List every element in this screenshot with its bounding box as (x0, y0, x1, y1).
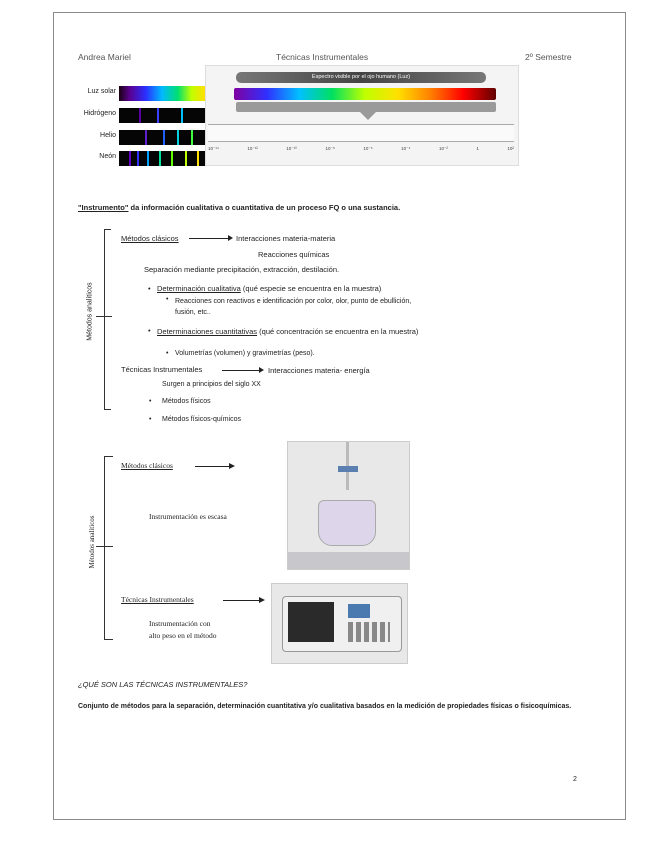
diagram-tick: 10⁻¹⁰ (286, 146, 297, 151)
em-spectrum-diagram (205, 65, 519, 166)
section1-tecnicas: Técnicas Instrumentales (121, 365, 203, 374)
bullet-icon: • (166, 350, 169, 357)
section2-bracket-tick (96, 546, 113, 547)
page-number: 2 (573, 776, 577, 783)
diagram-region-row (208, 124, 514, 142)
bullet-icon: • (166, 296, 169, 303)
section1-bracket (104, 229, 111, 410)
spectrum-label-helium: Helio (100, 132, 116, 139)
bullet-icon: • (149, 416, 152, 423)
section1-surgen: Surgen a principios del siglo XX (162, 381, 261, 388)
diagram-tick: 10⁻⁴ (401, 146, 411, 151)
diagram-tick: 10⁻² (438, 146, 448, 151)
arrow-line (222, 370, 262, 371)
definition-text: da información cualitativa o cuantitativa de un proceso FQ o una sustancia. (128, 203, 401, 212)
section1-clasicos-arrow-text: Interacciones materia-materia (236, 234, 336, 243)
arrow-head-icon (228, 235, 233, 241)
diagram-title: Espectro visible por el ojo humano (Luz) (236, 72, 486, 83)
arrow-head-icon (259, 597, 265, 603)
diagram-color-band (234, 88, 496, 100)
diagram-tick: 10⁻⁸ (325, 146, 335, 151)
header-semester: 2º Semestre (525, 52, 572, 62)
det-cual-underlined: Determinación cualitativa (157, 284, 241, 293)
arrow-line (195, 466, 231, 467)
section1-bracket-tick (96, 316, 112, 317)
section1-det-cual (157, 284, 381, 293)
diagram-tick: 10⁻¹² (247, 146, 258, 151)
arrow-head-icon (259, 367, 264, 373)
section2-tecnicas: Técnicas Instrumentales (121, 595, 194, 604)
header-author: Andrea Mariel (78, 52, 131, 62)
arrow-head-icon (229, 463, 235, 469)
section1-tecnicas-arrow-text: Interacciones materia- energía (268, 366, 370, 375)
question-heading: ¿QUÉ SON LAS TÉCNICAS INSTRUMENTALES? (78, 680, 248, 689)
diagram-tick: 10⁻⁶ (363, 146, 373, 151)
bullet-icon: • (148, 284, 151, 293)
section1-fisicos: Métodos físicos (162, 398, 211, 405)
diagram-ticks-row (208, 146, 514, 160)
section1-clasicos: Métodos clásicos (121, 234, 179, 243)
section1-side-label: Métodos analíticos (86, 282, 94, 341)
answer-paragraph: Conjunto de métodos para la separación, determinación cuantitativa y/o cualitativa basados en la medición de propiedades físicas o fisicoquímicas. (78, 703, 572, 710)
bullet-icon: • (148, 326, 151, 335)
definition-term: "Instrumento" (78, 203, 129, 212)
diagram-pointer (358, 110, 378, 120)
det-cual-rest: (qué especie se encuentra en la muestra) (240, 284, 382, 293)
section1-det-cuant (157, 326, 425, 337)
diagram-tick: 10⁻¹⁴ (208, 146, 219, 151)
bullet-icon: • (149, 398, 152, 405)
section2-escasa: Instrumentación es escasa (149, 512, 227, 521)
spectrum-label-sun: Luz solar (87, 88, 116, 95)
spectrophotometer-photo (271, 583, 408, 664)
header-title: Técnicas Instrumentales (276, 52, 369, 62)
section2-side-label: Métodos analíticos (88, 515, 96, 569)
section1-fisquim: Métodos físicos-químicos (162, 416, 241, 423)
diagram-tick: 1 (476, 146, 479, 151)
section1-det-cual-sub: Reacciones con reactivos e identificación por color, olor, punto de ebullición, fusión, etc.. (175, 298, 412, 316)
det-cuant-rest: (qué concentración se encuentra en la muestra) (257, 327, 419, 336)
section1-separacion: Separación mediante precipitación, extracción, destilación. (144, 265, 340, 274)
arrow-line (189, 238, 231, 239)
section2-bracket (104, 456, 113, 640)
spectrum-label-hydrogen: Hidrógeno (83, 110, 116, 117)
spectrum-label-neon: Neón (99, 153, 116, 160)
definition-line (78, 203, 400, 212)
det-cuant-underlined: Determinaciones cuantitativas (157, 327, 258, 336)
titration-flask-photo (287, 441, 410, 570)
diagram-tick: 10² (507, 146, 514, 151)
section1-reacciones: Reacciones químicas (258, 250, 330, 259)
section2-alto-1: Instrumentación con (149, 619, 211, 628)
section2-clasicos: Métodos clásicos (121, 461, 173, 470)
section1-det-cuant-sub: Volumetrías (volumen) y gravimetrías (peso). (175, 350, 315, 357)
arrow-line (223, 600, 261, 601)
section2-alto-2: alto peso en el método (149, 631, 217, 640)
